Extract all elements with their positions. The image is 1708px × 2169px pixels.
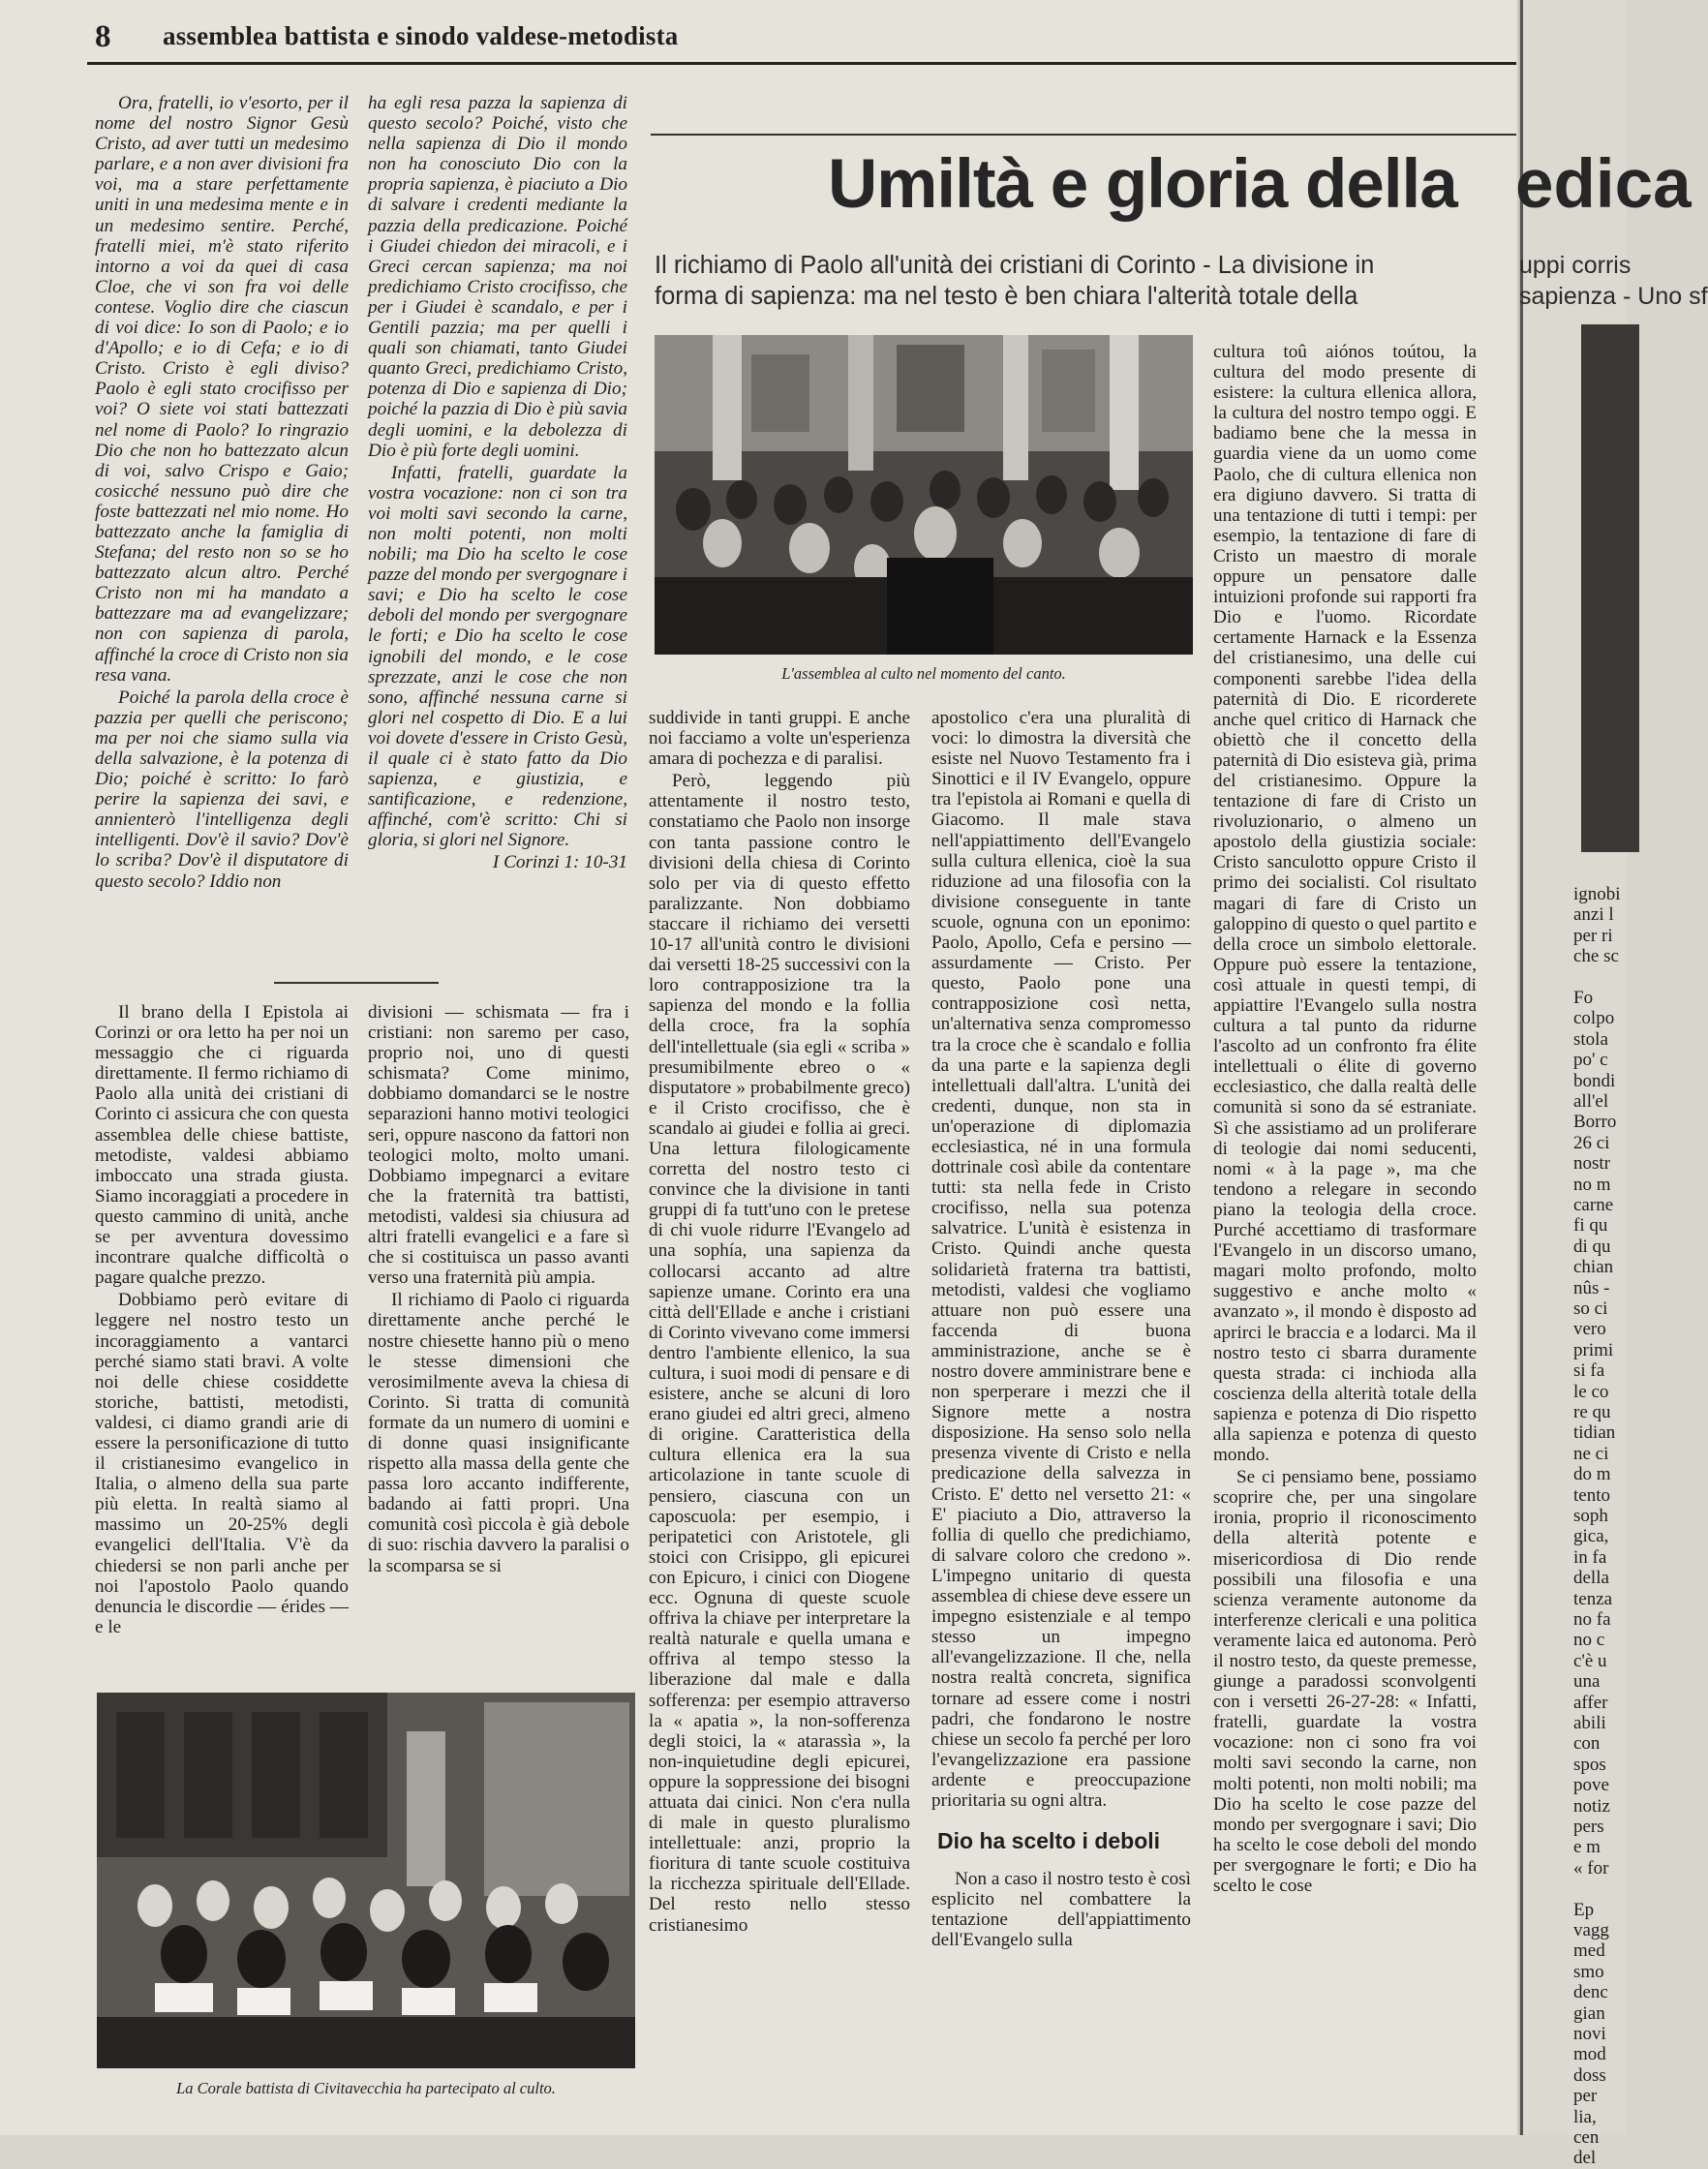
body-paragraph: apostolico c'era una pluralità di voci: lo dimostra la diversità che esiste nel Nuovo Testamento fra i Sinottici e il IV Evangelo, oppure tra l'epistola ai Romani e quella di Giacomo. Il male stava nell'appiattimento dell'Evangelo sulla cultura ellenica, cioè la sua riduzione ad una filosofia con la divisione conseguente in tante scuole, ognuna con un eponimo: Paolo, Apollo, Cefa e persino — assurdamente — Cristo. Per questo, Paolo pone una contrapposizione così netta, un'alternativa senza compromesso tra la croce che è scandalo e follia da una parte e la sapienza degli intellettuali dall'altra. L'unità dei credenti, dunque, non sta in un'operazione di diplomazia ecclesiastica, né in una formula dottrinale così abile da contentare tutti: sta nella fede in Cristo crocifisso, nella sua potenza salvatrice. L'unità è esistenza in Cristo. Quindi anche questa solidarietà fraterna tra battisti, metodisti, valdesi che vogliamo attuare non può essere una faccenda di buona amministrazione, anche se è nostro dovere amministrare bene e non sperperare i mezzi che il Signore mette a nostra disposizione. Ha senso solo nella presenza vivente di Cristo e nella predicazione della salvezza in Cristo. E' detto nel versetto 21: « E' piaciuto a Dio, attraverso la follia di quello che predichiamo, di salvare coloro che credono ». L'impegno unitario di questa assemblea di chiese deve essere un impegno esistenziale e al tempo stesso un impegno all'evangelizzazione. Il che, nella nostra realtà concreta, significa tornare ad essere come i nostri padri, che fondarono le nostre chiese un secolo fa perché per loro l'evangelizzazione era passione ardente e preoccupazione prioritaria su ogni altra. [931, 708, 1191, 1811]
scripture-paragraph: Ora, fratelli, io v'esorto, per il nome del nostro Signor Gesù Cristo, ad aver tutti un medesimo parlare, e a non aver divisioni fra voi, ma a stare perfettamente uniti in una medesima mente e in un medesimo sentire. Perché, fratelli miei, m'è stato riferito intorno a voi da quei di casa Cloe, che vi son fra voi delle contese. Voglio dire che ciascun di voi dice: Io son di Paolo; e io d'Apollo; e io di Cefa; e io di Cristo. Cristo è egli diviso? Paolo è egli stato crocifisso per voi? O siete voi stati battezzati nel nome di Paolo? Io ringrazio Dio che non ho battezzato alcun di voi, salvo Crispo e Gaio; cosicché nessuno può dire che foste battezzati nel mio nome. Ho battezzato anche la famiglia di Stefana; del resto non so se ho battezzato alcun altro. Perché Cristo non mi ha mandato a battezzare ma ad evangelizzare; non con sapienza di parola, affinché la croce di Cristo non sia resa vana. [95, 93, 349, 686]
scripture-citation: I Corinzi 1: 10-31 [492, 852, 627, 873]
adjacent-text-line: nûs - [1573, 1277, 1610, 1298]
scripture-column-2 [368, 93, 627, 873]
adjacent-text-line: smo [1573, 1961, 1604, 1982]
choir-photo-caption: La Corale battista di Civitavecchia ha partecipato al culto. [176, 2079, 556, 2097]
adjacent-text-line: primi [1573, 1339, 1614, 1360]
adjacent-text-line: fi qu [1573, 1215, 1608, 1237]
assembly-photo-caption: L'assemblea al culto nel momento del canto. [781, 664, 1066, 683]
adjacent-text-line: che sc [1573, 946, 1619, 967]
adjacent-text-line: affer [1573, 1692, 1608, 1713]
adjacent-text-line: notiz [1573, 1795, 1610, 1817]
adjacent-text-line: stola [1573, 1028, 1608, 1050]
adjacent-text-line: di qu [1573, 1236, 1611, 1257]
scripture-paragraph: ha egli resa pazza la sapienza di questo secolo? Poiché, visto che nella sapienza di Dio il mondo non ha conosciuto Dio con la propria sapienza, è piaciuto a Dio di salvare i credenti mediante la pazzia della predicazione. Poiché i Giudei chiedon dei miracoli, e i Greci cercan sapienza; ma noi predichiamo Cristo crocifisso, che per i Giudei è scandalo, e per i Gentili pazzia; ma per quelli i quali son chiamati, tanto Giudei quanto Greci, predichiamo Cristo, potenza di Dio e sapienza di Dio; poiché la pazzia di Dio è più savia degli uomini, e la debolezza di Dio è più forte degli uomini. [368, 93, 627, 461]
headline-top-rule [651, 134, 1520, 136]
adjacent-subhead-line: sapienza - Uno sf [1519, 283, 1708, 310]
adjacent-text-line: vagg [1573, 1920, 1609, 1940]
scripture-paragraph: Poiché la parola della croce è pazzia per quelli che periscono; ma per noi che siamo sulla via della salvazione, è la potenza di Dio; poiché è scritto: Io farò perire la sapienza dei savi, e annienterò l'intelligenza degli intelligenti. Dov'è il savio? Dov'è lo scriba? Dov'è il disputatore di questo secolo? Iddio non [95, 687, 349, 892]
adjacent-text-line: nostr [1573, 1153, 1610, 1175]
adjacent-text-line: e m [1573, 1837, 1601, 1858]
adjacent-text-line: Fo [1573, 988, 1594, 1008]
adjacent-text-line: si fa [1573, 1360, 1605, 1382]
adjacent-subhead [1519, 250, 1708, 312]
adjacent-text-line: doss [1573, 2064, 1606, 2086]
adjacent-text-line: abili [1573, 1713, 1606, 1733]
header-rule [87, 62, 1520, 65]
body-paragraph: cultura toû aiónos toútou, la cultura del modo presente di esistere: la cultura ellenica allora, la cultura del nostro tempo oggi. E badiamo bene che la messa in guardia viene da un uomo come Paolo, che di cultura ellenica non era digiuno davvero. Si tratta di una tentazione di tutti i tempi: per esempio, la tentazione di fare di Cristo un maestro di morale oppure un pensatore dalle intuizioni profonde sui rapporti fra Dio e l'uomo. Ricordate certamente Harnack e la Essenza del cristianesimo, una delle cui componenti sarebbe l'idea della paternità di Dio. E ricorderete anche quel critico di Harnack che obiettò che il concetto della paternità di Dio esisteva già, prima del cristianesimo. Oppure la tentazione di fare di Cristo un rivoluzionario, o almeno un apostolo della giustizia sociale: Cristo sanculotto oppure Cristo il primo dei socialisti. Col risultato magari di fare di Cristo un galoppino di questo o quel partito e della croce un simbolo elettorale. Oppure può essere la tentazione, così attuale in questi tempi, di appiattire l'Evangelo sulla nostra cultura a tal punto da ridurne l'ascolto ad un confronto fra élite intellettuali o élite di governo ecclesiastico, che dalla realtà delle comunità si sono da sé estraniate. Sì che assistiamo ad un proliferare di teologie dai nomi seducenti, nomi « à la page », ma che tendono a relegare in secondo piano la teologia della croce. Purché accettiamo di trasformare l'Evangelo in un discorso umano, magari molto profondo, molto suggestivo e anche molto « avanzato », il mondo è disposto ad aprirci le braccia e a lodarci. Ma il nostro testo ci sbarra duramente questa strada: ci inchioda alla coscienza della alterità totale della sapienza e potenza di Dio rispetto alla sapienza e potenza di questo mondo. [1213, 342, 1477, 1466]
adjacent-text-line: carne [1573, 1195, 1614, 1215]
adjacent-text-line: chian [1573, 1257, 1614, 1278]
adjacent-text-line: Ep [1573, 1899, 1595, 1920]
adjacent-page [1515, 0, 1708, 2169]
adjacent-text-line: per [1573, 2086, 1598, 2107]
assembly-photo [655, 335, 1193, 655]
body-column-4 [931, 708, 1191, 1950]
body-column-2 [368, 1002, 629, 1576]
adjacent-text-line: « for [1573, 1857, 1609, 1879]
adjacent-text-line: mod [1573, 2044, 1606, 2065]
adjacent-text-line: colpo [1573, 1008, 1615, 1029]
adjacent-text-line: gica, [1573, 1526, 1609, 1547]
section-subtitle: Dio ha scelto i deboli [937, 1828, 1161, 1854]
adjacent-text-line: spos [1573, 1754, 1606, 1775]
adjacent-text-line: c'è u [1573, 1650, 1607, 1671]
body-paragraph: Dobbiamo però evitare di leggere nel nostro testo un incoraggiamento a vantarci perché siamo stati bravi. A volte noi delle chiese cosiddette storiche, battisti, metodisti, valdesi, ci diamo grandi arie di essere la personificazione di tutto il cristianesimo evangelico in Italia, o almeno della sua parte più eletta. In realtà siamo al massimo un 20-25% degli evangelici dell'Italia. V'è da chiedersi se non parli anche per noi l'apostolo Paolo quando denuncia le discordie — érides — e le [95, 1290, 349, 1637]
choir-photo-image [97, 1693, 635, 2068]
adjacent-subhead-line: uppi corris [1519, 252, 1632, 279]
adjacent-text-line: in fa [1573, 1546, 1607, 1568]
adjacent-text-line: del [1573, 2148, 1597, 2169]
body-column-5 [1213, 342, 1477, 1896]
body-paragraph: Se ci pensiamo bene, possiamo scoprire che, per una singolare ironia, proprio il riconoscimento della alterità potente e misericordiosa di Dio rende possibili una filosofia e una scienza veramente autonome da interferenze clericali e una politica veramente laica ed autonoma. Però il nostro testo, da queste premesse, giunge a paradossi sconvolgenti con i versetti 26-27-28: « Infatti, fratelli, guardate la vostra vocazione: non ci sono fra voi molti savi secondo la carne, non molti potenti, non molti nobili; ma Dio ha scelto le cose pazze del mondo per svergognare i savi; Dio ha scelto le cose deboli del mondo per svergognare le forti; e Dio ha scelto le cose [1213, 1467, 1477, 1897]
page-number: 8 [95, 19, 111, 54]
assembly-photo-image [655, 335, 1193, 655]
body-paragraph: Però, leggendo più attentamente il nostro testo, constatiamo che Paolo non insorge con tanta passione contro le divisioni della chiesa di Corinto solo per via di questo effetto paralizzante. Non dobbiamo staccare il richiamo dei versetti 10-17 all'unità contro le divisioni dai versetti 18-25 successivi con la loro contrapposizione tra la sapienza del mondo e la follia della croce, fra la sophía dell'intellettuale (sia egli « scriba » presumibilmente ebreo o « disputatore » probabilmente greco) e il Cristo crocifisso, che è scandalo ai giudei e follia ai greci. Una lettura filologicamente corretta del nostro testo ci convince che la divisione in tanti gruppi di fa tutt'uno con le pretese di chi vuole ridurre l'Evangelo ad una sophía, una sapienza da collocarsi accanto ad altre sapienze umane. Corinto era una città dell'Ellade e anche i cristiani di Corinto vivevano come immersi dentro l'ambiente ellenico, la sua cultura, i suoi modi di pensare e di esistere, anche se alcuni di loro erano giudei ed altri greci, almeno di origine. Caratteristica della cultura ellenica era la sua articolazione in tante scuole di pensiero, ciascuna con un caposcuola: per esempio, i peripatetici con Aristotele, gli stoici con Crisippo, gli epicurei con Epicuro, i cinici con Diogene ecc. Ognuna di queste scuole offriva la chiave per interpretare la realtà naturale e quella umana e offriva al tempo stesso la liberazione dal male e dalla sofferenza: per esempio attraverso la « apatia », la non-sofferenza degli stoici, la « atarassìa », la non-inquietudine degli epicurei, oppure la soppressione dei bisogni attuata dai cinici. Non c'era nulla di male in questo pluralismo intellettuale: anzi, proprio la fioritura di tante scuole costituiva la ricchezza spirituale dell'Ellade. Del resto nello stesso cristianesimo [649, 771, 910, 1936]
adjacent-text-line: po' c [1573, 1050, 1608, 1071]
adjacent-text-line: soph [1573, 1506, 1608, 1526]
adjacent-text-line: so ci [1573, 1298, 1608, 1319]
adjacent-text-line: no c [1573, 1630, 1605, 1651]
adjacent-text-line: gian [1573, 2002, 1605, 2024]
adjacent-text-line: no fa [1573, 1609, 1611, 1630]
adjacent-text-line: le co [1573, 1381, 1609, 1402]
adjacent-text-line: tidian [1573, 1422, 1616, 1444]
adjacent-text-line: no m [1573, 1174, 1611, 1195]
scripture-paragraph: Infatti, fratelli, guardate la vostra vocazione: non ci son tra voi molti savi secondo la carne, non molti potenti, non molti nobili; ma Dio ha scelto le cose pazze del mondo per svergognare i savi; e Dio ha scelto le cose deboli del mondo per svergognare le forti; e Dio ha scelto le cose ignobili del mondo, e le cose sprezzate, anzi le cose che non sono, affinché nessuna carne si glori nel cospetto di Dio. E a lui voi dovete d'essere in Cristo Gesù, il quale ci è stato fatto da Dio sapienza, e giustizia, e santificazione, e redenzione, affinché, com'è scritto: Chi si gloria, si glori nel Signore. [368, 462, 627, 851]
adjacent-text-line: una [1573, 1671, 1601, 1693]
scripture-column-1 [95, 93, 349, 892]
adjacent-text-line: 26 ci [1573, 1132, 1610, 1153]
body-paragraph: Non a caso il nostro testo è così esplicito nel combattere la tentazione dell'appiattimento dell'Evangelo sulla [931, 1869, 1191, 1951]
body-paragraph: divisioni — schismata — fra i cristiani: non saremo per caso, proprio noi, uno di questi schismata? Come minimo, dobbiamo domandarci se le nostre separazioni hanno motivi teologici seri, oppure nascono da fattori non teologici molto, molto umani. Dobbiamo impegnarci a evitare che la fraternità tra battisti, metodisti, valdesi sia chiusura ad altri fratelli evangelici e a fare sì che si costituisca un passo avanti verso una fraternità più ampia. [368, 1002, 629, 1289]
subhead-line: Il richiamo di Paolo all'unità dei cristiani di Corinto - La divisione in [655, 252, 1375, 279]
adjacent-text-line: ignobi [1573, 884, 1621, 904]
adjacent-text-line: tento [1573, 1484, 1610, 1506]
adjacent-text-line: denc [1573, 1982, 1608, 2003]
adjacent-text-line: con [1573, 1733, 1601, 1755]
body-paragraph: Il brano della I Epistola ai Corinzi or ora letto ha per noi un messaggio che ci riguarda direttamente. Il fermo richiamo di Paolo alla unità dei cristiani di Corinto ci assicura che con questa assemblea delle chiese battiste, metodiste, valdesi abbiamo imboccato una strada giusta. Siamo incoraggiati a procedere in questo cammino di unità, anche se per avventura dovessimo incontrare qualche difficoltà o pagare qualche prezzo. [95, 1002, 349, 1289]
adjacent-text-line: anzi l [1573, 904, 1614, 926]
choir-photo [97, 1693, 635, 2068]
section-divider [274, 982, 439, 984]
adjacent-text-line: per ri [1573, 925, 1613, 946]
adjacent-text-line: re qu [1573, 1402, 1611, 1422]
adjacent-text-line: pove [1573, 1775, 1609, 1796]
adjacent-text-line: ne ci [1573, 1443, 1609, 1464]
adjacent-text-line: bondi [1573, 1070, 1616, 1091]
article-subhead [655, 250, 1526, 312]
subhead-line: forma di sapienza: ma nel testo è ben chiara l'alterità totale della [655, 283, 1358, 310]
adjacent-text-line: novi [1573, 2024, 1606, 2044]
adjacent-text-line: della [1573, 1568, 1609, 1589]
adjacent-text-line: Borro [1573, 1112, 1617, 1133]
adjacent-photo [1581, 324, 1639, 852]
page-header-title: assemblea battista e sinodo valdese-metodista [163, 21, 679, 50]
adjacent-text-line: do m [1573, 1464, 1611, 1485]
body-column-1 [95, 1002, 349, 1637]
adjacent-text-line: all'el [1573, 1091, 1609, 1112]
adjacent-text-line: cen [1573, 2127, 1600, 2148]
adjacent-text-line: med [1573, 1940, 1605, 1962]
body-column-3 [649, 708, 910, 1936]
adjacent-text-line: lia, [1573, 2106, 1597, 2127]
adjacent-headline-fragment: edica [1515, 146, 1692, 223]
article-headline: Umiltà e gloria della [828, 146, 1457, 223]
body-paragraph: Il richiamo di Paolo ci riguarda direttamente anche perché le nostre chiesette hanno più o meno le stesse dimensioni che verosimilmente aveva la chiesa di Corinto. Si tratta di comunità formate da un numero di uomini e di donne quasi insignificante rispetto alla massa della gente che passa loro accanto indifferente, badando ai fatti propri. Una comunità così piccola è già debole di suo: rischia davvero la paralisi o la scomparsa se si [368, 1290, 629, 1576]
adjacent-text-line: vero [1573, 1319, 1606, 1340]
body-paragraph: suddivide in tanti gruppi. E anche noi facciamo a volte un'esperienza amara di pochezza e di paralisi. [649, 708, 910, 770]
adjacent-text-line: tenza [1573, 1588, 1613, 1609]
adjacent-text-line: pers [1573, 1817, 1604, 1837]
